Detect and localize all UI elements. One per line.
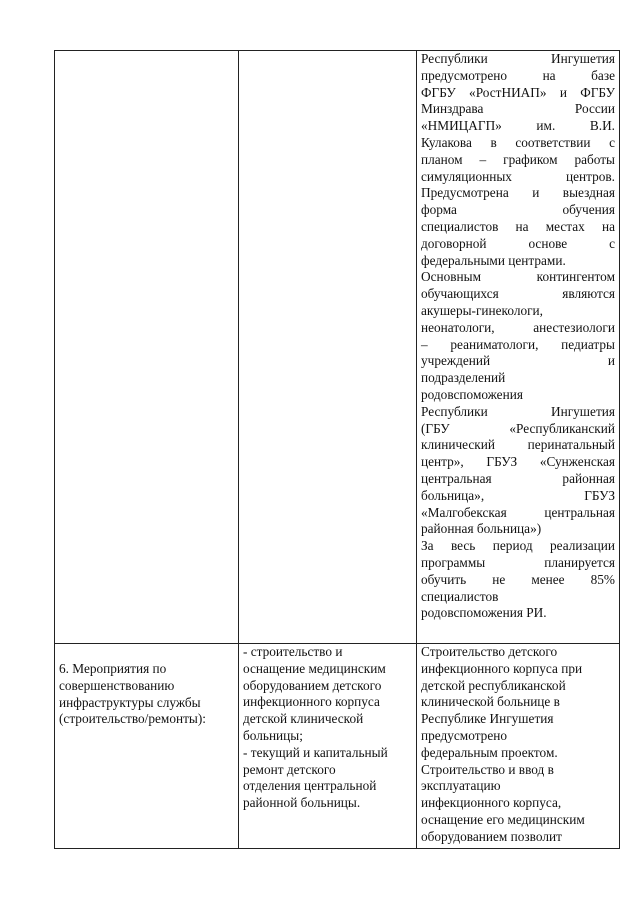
row2-col1-cell xyxy=(55,644,239,849)
text-line: 6. Мероприятия по xyxy=(59,661,167,676)
text-line: родовспоможения xyxy=(421,386,523,402)
text-line: «Малгобекская центральная xyxy=(421,504,615,520)
text-line: форма обучения xyxy=(421,202,615,218)
text-line: предусмотрено на базе xyxy=(421,67,615,83)
text-line: Республики Ингушетия xyxy=(421,51,615,66)
text-line: федеральным проектом. xyxy=(421,744,558,760)
text-line: детской клинической xyxy=(243,711,364,727)
text-line: симуляционных центров. xyxy=(421,168,615,184)
text-line: оснащение его медицинским xyxy=(421,811,585,827)
table-row xyxy=(55,51,620,644)
text-line: отделения центральной xyxy=(243,778,377,794)
text-line: оснащение медицинским xyxy=(243,660,386,676)
text-line: Предусмотрена и выездная xyxy=(421,185,615,201)
text-line: оборудованием детского xyxy=(243,677,382,693)
text-line: инфекционного корпуса, xyxy=(421,795,562,811)
text-line: планом – графиком работы xyxy=(421,151,615,167)
text-line: Республике Ингушетия xyxy=(421,711,554,727)
text-line: Минздрава России xyxy=(421,101,615,117)
text-line: – реаниматологи, педиатры xyxy=(421,336,615,352)
text-line: Строительство детского xyxy=(421,644,558,659)
text-line: оборудованием позволит xyxy=(421,828,562,844)
table-row xyxy=(55,644,620,849)
text-line: больница», ГБУЗ xyxy=(421,487,615,503)
row2-col2-cell xyxy=(239,644,417,849)
text-line: клинической больнице в xyxy=(421,694,560,710)
text-line: специалистов xyxy=(421,588,499,604)
row1-col3-cell xyxy=(417,51,620,644)
text-line: предусмотрено xyxy=(421,727,507,743)
text-line: учреждений и xyxy=(421,353,615,369)
row2-col3-cell xyxy=(417,644,620,849)
text-line: центр», ГБУЗ «Сунженская xyxy=(421,454,615,470)
text-line: центральная районная xyxy=(421,470,615,486)
text-line: совершенствованию xyxy=(59,677,175,693)
text-line: родовспоможения РИ. xyxy=(421,605,547,621)
text-line: федеральными центрами. xyxy=(421,252,566,268)
text-line: (строительство/ремонты): xyxy=(59,711,206,727)
text-line: неонатологи, анестезиологи xyxy=(421,319,615,335)
text-line: специалистов на местах на xyxy=(421,218,615,234)
text-line: «НМИЦАГП» им. В.И. xyxy=(421,118,615,134)
text-line: районная больница») xyxy=(421,521,542,537)
text-line: Республики Ингушетия xyxy=(421,403,615,419)
text-line: больницы; xyxy=(243,727,303,743)
text-line: инфраструктуры службы xyxy=(59,694,201,710)
text-line: (ГБУ «Республиканский xyxy=(421,420,615,436)
text-line: акушеры-гинекологи, xyxy=(421,302,543,318)
text-line: подразделений xyxy=(421,370,506,386)
text-line: Строительство и ввод в xyxy=(421,761,554,777)
text-line: ремонт детского xyxy=(243,761,336,777)
row1-col1-cell xyxy=(55,51,239,644)
text-line: - строительство и xyxy=(243,644,343,659)
document-table xyxy=(54,50,620,849)
row1-col2-cell xyxy=(239,51,417,644)
text-line: инфекционного корпуса xyxy=(243,694,380,710)
text-line: инфекционного корпуса при xyxy=(421,660,583,676)
text-line: ФГБУ «РостНИАП» и ФГБУ xyxy=(421,84,615,100)
text-line: эксплуатацию xyxy=(421,778,501,794)
text-line: обучить не менее 85% xyxy=(421,571,615,587)
text-line: За весь период реализации xyxy=(421,538,615,554)
text-line: районной больницы. xyxy=(243,795,361,811)
text-line: обучающихся являются xyxy=(421,286,615,302)
text-line: - текущий и капитальный xyxy=(243,744,388,760)
text-line: Кулакова в соответствии с xyxy=(421,134,615,150)
text-line: договорной основе с xyxy=(421,235,615,251)
text-line: программы планируется xyxy=(421,554,615,570)
text-line: детской республиканской xyxy=(421,677,566,693)
text-line: Основным контингентом xyxy=(421,269,615,285)
text-line: клинический перинатальный xyxy=(421,437,615,453)
